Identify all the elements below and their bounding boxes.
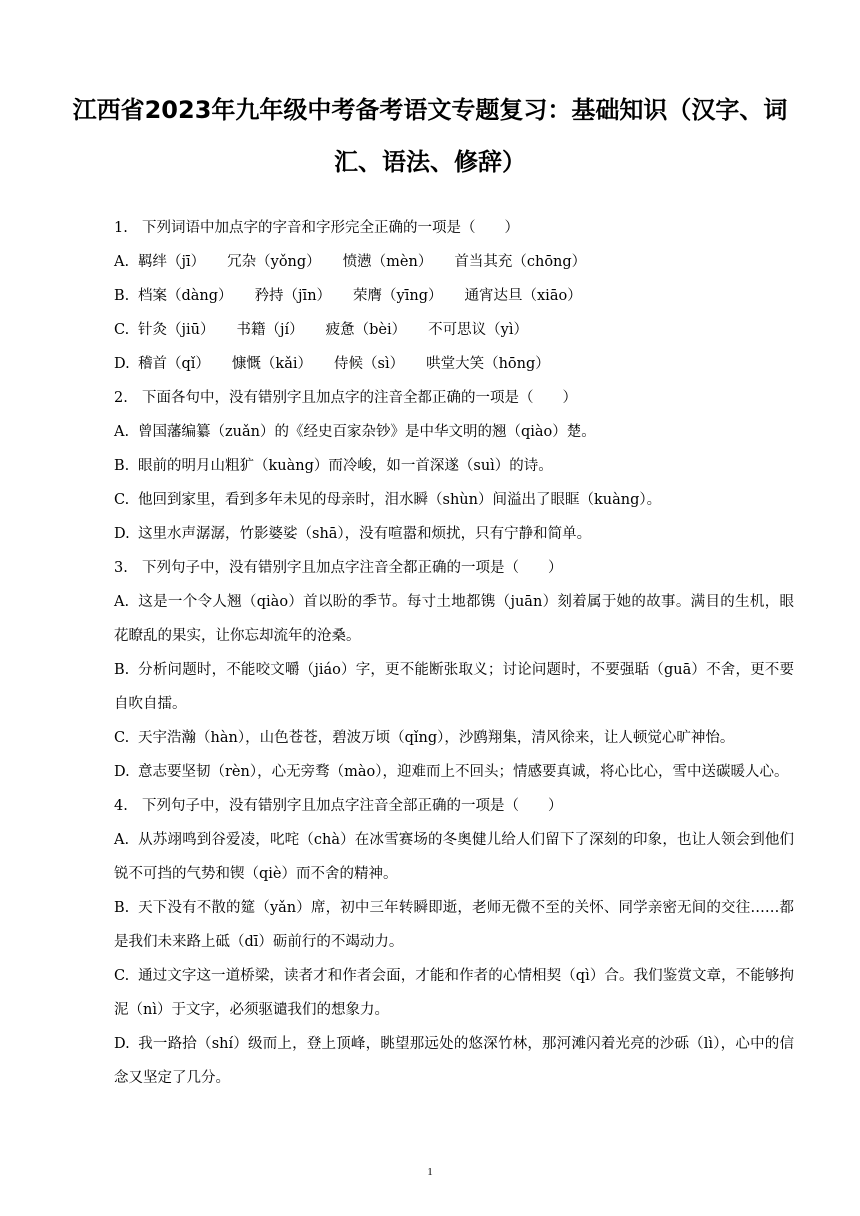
option-d: D. 这里水声潺潺，竹影婆娑（shā），没有喧嚣和烦扰，只有宁静和简单。: [114, 526, 592, 542]
question-number: 3.: [114, 560, 128, 576]
option-a: A. 从苏翊鸣到谷爱凌，叱咤（chà）在冰雪赛场的冬奥健儿给人们留下了深刻的印象，也让人领会到他们锐不可挡的气势和锲（qiè）而不舍的精神。: [114, 832, 794, 882]
question-3: [114, 551, 794, 789]
option-a: A. 羁绊（jī） 冗杂（yǒng） 愤懑（mèn） 首当其充（chōng）: [114, 254, 587, 270]
question-text: 下列词语中加点字的字音和字形完全正确的一项是（ ）: [142, 220, 519, 236]
question-stem: [114, 789, 794, 823]
option-b: B. 档案（dàng） 矜持（jīn） 荣膺（yīng） 通宵达旦（xiāo）: [114, 288, 582, 304]
option-a: A. 这是一个令人翘（qiào）首以盼的季节。每寸土地都镌（juān）刻着属于她的故事。满目的生机，眼花瞭乱的果实，让你忘却流年的沧桑。: [114, 594, 794, 644]
question-1: [114, 211, 794, 381]
question-stem: [114, 381, 794, 415]
question-text: 下面各句中，没有错别字且加点字的注音全都正确的一项是（ ）: [142, 390, 577, 406]
question-list: [114, 211, 794, 1095]
question-number: 4.: [114, 798, 128, 814]
option-a: A. 曾国藩编纂（zuǎn）的《经史百家杂钞》是中华文明的翘（qiào）楚。: [114, 424, 596, 440]
question-stem: [114, 551, 794, 585]
option-d: D. 意志要坚韧（rèn），心无旁骛（mào），迎难而上不回头；情感要真诚，将心比心，雪中送碳暖人心。: [114, 764, 789, 780]
page-title: 江西省2023年九年级中考备考语文专题复习：基础知识（汉字、词汇、语法、修辞）: [72, 96, 788, 176]
option-d: D. 我一路拾（shí）级而上，登上顶峰，眺望那远处的悠深竹林，那河滩闪着光亮的沙砾（lì），心中的信念又坚定了几分。: [114, 1036, 794, 1086]
option-c: C. 针灸（jiū） 书籍（jí） 疲惫（bèi） 不可思议（yì）: [114, 322, 528, 338]
option-b: B. 眼前的明月山粗犷（kuàng）而冷峻，如一首深遂（suì）的诗。: [114, 458, 553, 474]
question-2: [114, 381, 794, 551]
option-b: B. 天下没有不散的筵（yǎn）席，初中三年转瞬即逝，老师无微不至的关怀、同学亲密无间的交往……都是我们未来路上砥（dī）砺前行的不竭动力。: [114, 900, 794, 950]
option-c: C. 天宇浩瀚（hàn），山色苍苍，碧波万顷（qǐng），沙鸥翔集，清风徐来，让人顿觉心旷神怡。: [114, 730, 735, 746]
option-c: C. 通过文字这一道桥梁，读者才和作者会面，才能和作者的心情相契（qì）合。我们鉴赏文章，不能够拘泥（nì）于文字，必须驱谴我们的想象力。: [114, 968, 794, 1018]
option-b: B. 分析问题时，不能咬文嚼（jiáo）字，更不能断张取义；讨论问题时，不要强聒（guā）不舍，更不要自吹自擂。: [114, 662, 794, 712]
page-number: 1: [427, 1166, 433, 1178]
question-stem: [114, 211, 794, 245]
question-text: 下列句子中，没有错别字且加点字注音全部正确的一项是（ ）: [142, 798, 563, 814]
question-number: 2.: [114, 390, 128, 406]
question-number: 1.: [114, 220, 128, 236]
question-text: 下列句子中，没有错别字且加点字注音全都正确的一项是（ ）: [142, 560, 563, 576]
option-c: C. 他回到家里，看到多年未见的母亲时，泪水瞬（shùn）间溢出了眼眶（kuàng）。: [114, 492, 662, 508]
question-4: [114, 789, 794, 1095]
option-d: D. 稽首（qǐ） 慷慨（kǎi） 侍候（sì） 哄堂大笑（hōng）: [114, 356, 550, 372]
